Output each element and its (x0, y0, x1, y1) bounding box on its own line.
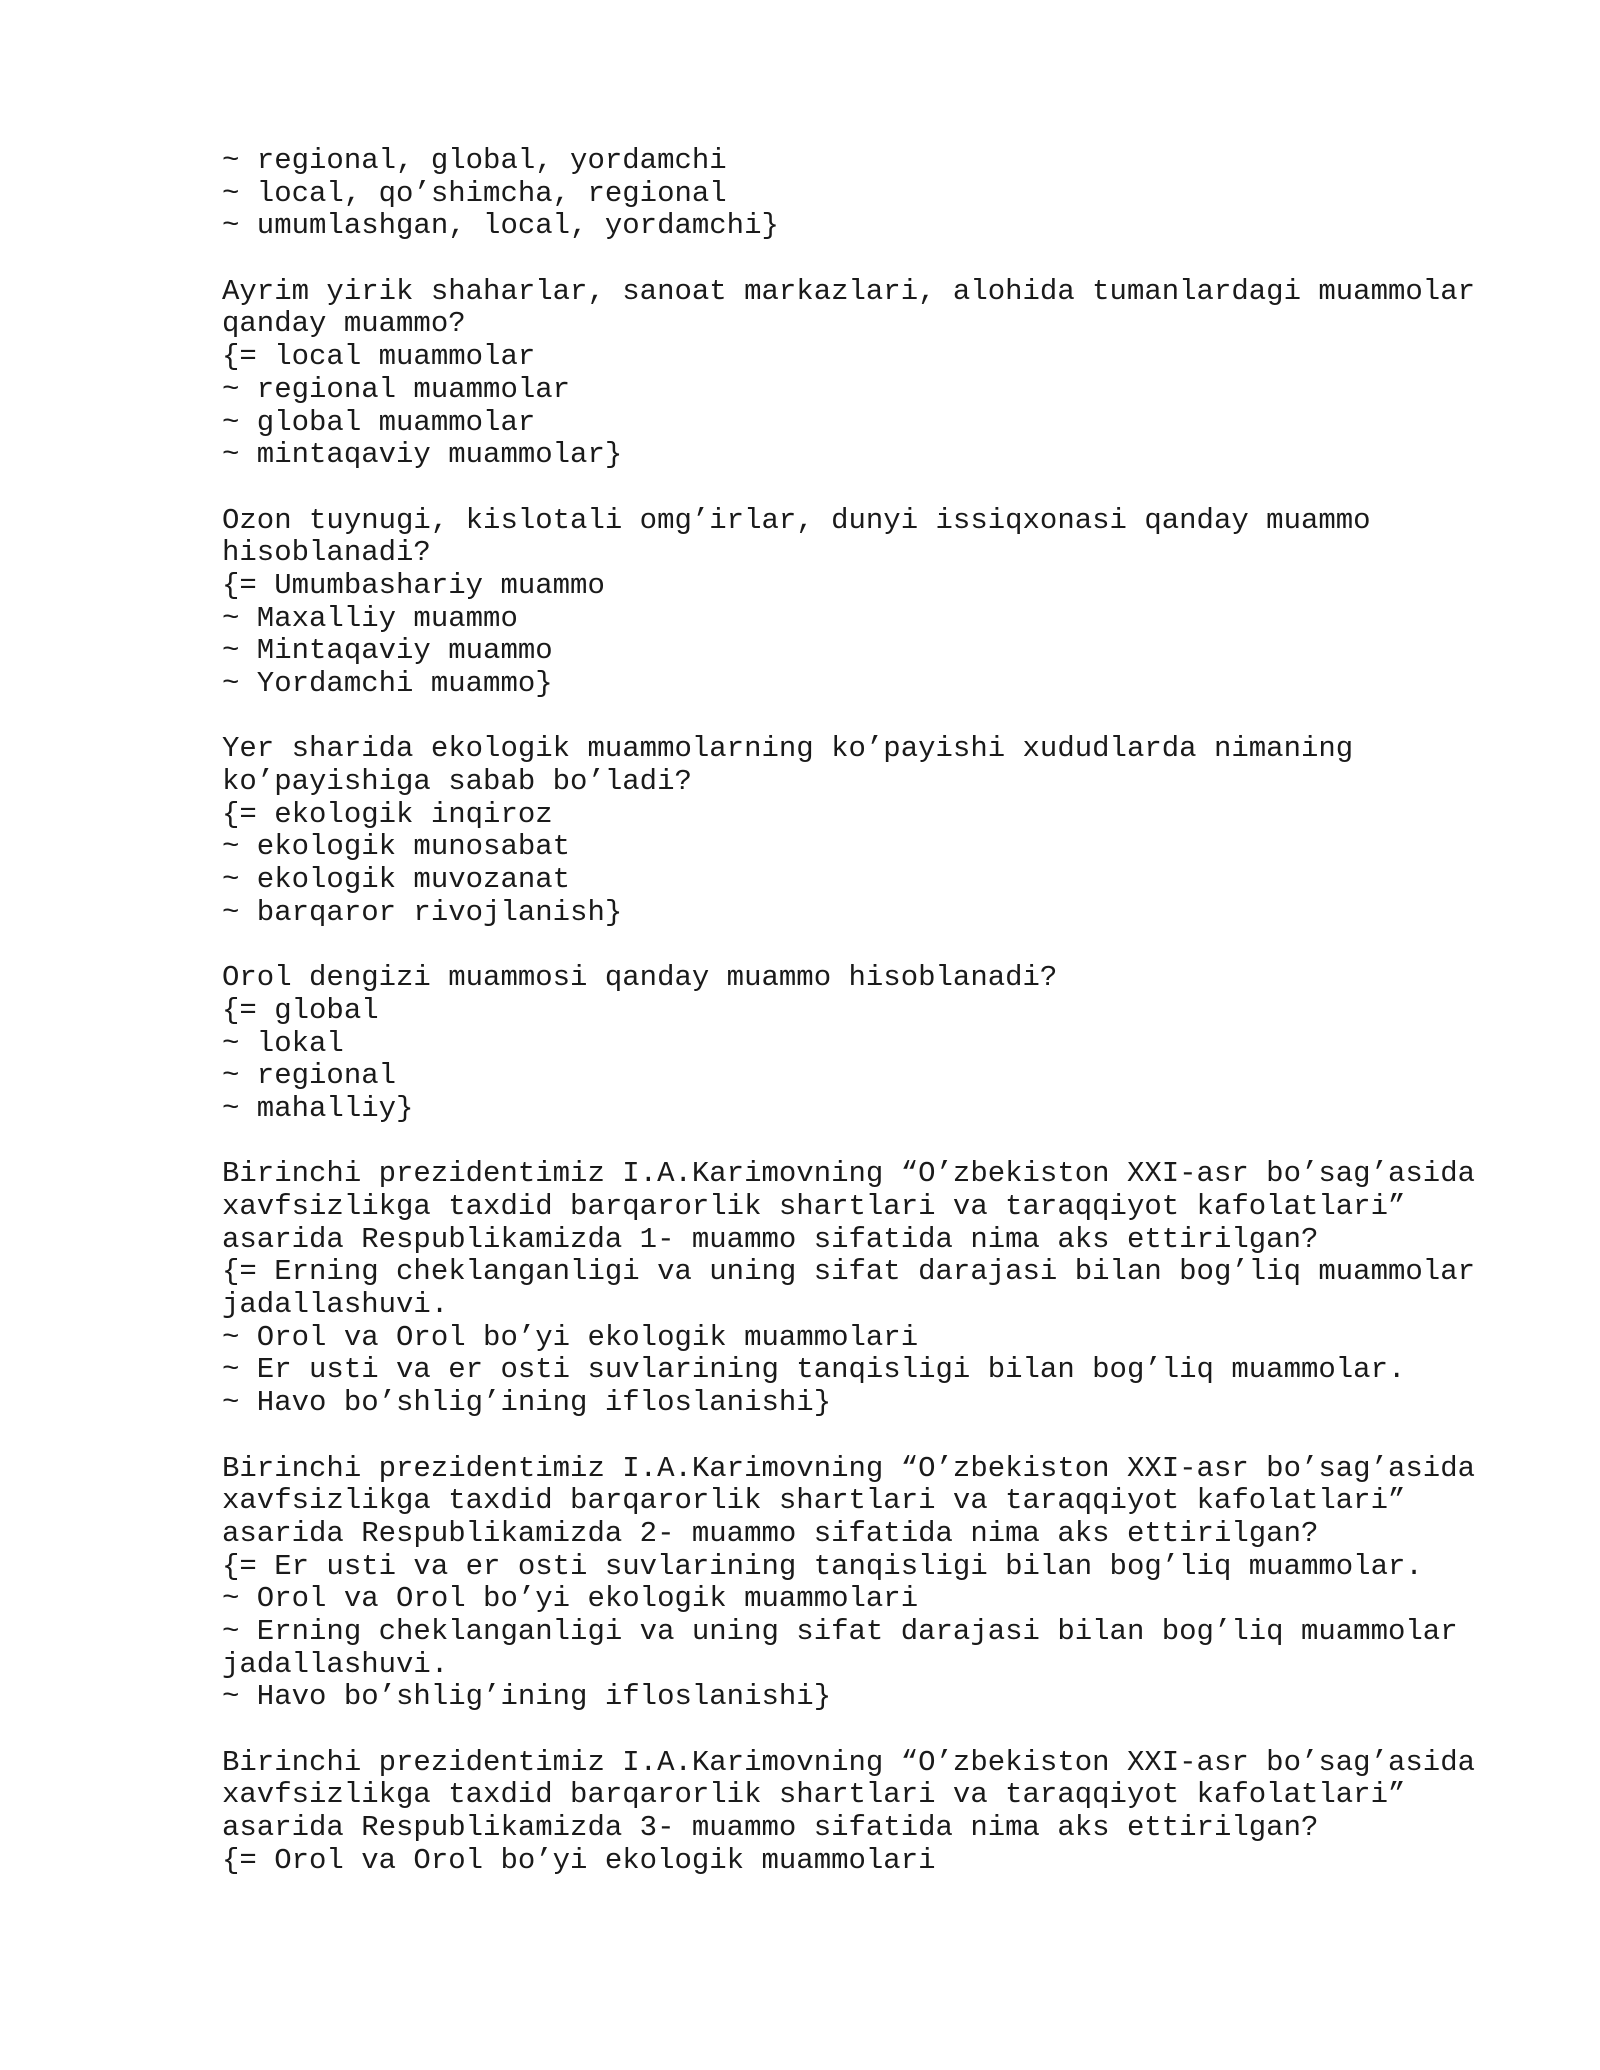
text-line: ~ umumlashgan, local, yordamchi} (222, 209, 779, 243)
text-line: Birinchi prezidentimiz I.A.Karimovning “O’zbekiston XXI-asr bo’sag’asida (222, 1157, 1476, 1191)
text-line: {= global (222, 993, 379, 1027)
text-line: asarida Respublikamizda 3- muammo sifatida nima aks ettirilgan? (222, 1811, 1319, 1845)
text-line: ~ Havo bo’shlig’ining ifloslanishi} (222, 1386, 832, 1420)
question-block (222, 962, 1472, 1125)
text-line: ~ Yordamchi muammo} (222, 667, 553, 700)
question-block (222, 274, 1476, 472)
text-line: {= ekologik inqiroz (222, 797, 553, 831)
text-line: ~ Erning cheklanganligi va uning sifat darajasi bilan bog’liq muammolar (222, 1614, 1458, 1648)
text-line: qanday muammo? (222, 307, 466, 341)
text-line: Birinchi prezidentimiz I.A.Karimovning “O’zbekiston XXI-asr bo’sag’asida (222, 1745, 1476, 1779)
text-line: {= local muammolar (222, 340, 536, 374)
text-line: ~ ekologik munosabat (222, 830, 571, 864)
text-line: ko’payishiga sabab bo’ladi? (222, 765, 692, 799)
text-line: ~ mintaqaviy muammolar} (222, 438, 623, 472)
text-line: ~ Mintaqaviy muammo (222, 634, 553, 668)
text-line: ~ Havo bo’shlig’ining ifloslanishi} (222, 1680, 832, 1714)
text-line: xavfsizlikga taxdid barqarorlik shartlari va taraqqiyot kafolatlari” (222, 1778, 1406, 1812)
question-block (222, 505, 1472, 701)
text-line: Ozon tuynugi, kislotali omg’irlar, dunyi issiqxonasi qanday muammo (222, 503, 1371, 537)
answer-options-continuation (222, 145, 1472, 243)
text-line: ~ local, qo’shimcha, regional (222, 176, 727, 210)
text-line: {= Orol va Orol bo’yi ekologik muammolari (222, 1843, 936, 1877)
text-line: Ayrim yirik shaharlar, sanoat markazlari, alohida tumanlardagi muammolar (222, 274, 1476, 308)
question-block (222, 1745, 1476, 1878)
text-line: xavfsizlikga taxdid barqarorlik shartlari va taraqqiyot kafolatlari” (222, 1190, 1406, 1223)
question-block (222, 733, 1472, 929)
text-line: ~ regional muammolar (222, 372, 571, 406)
text-line: ~ mahalliy} (222, 1091, 414, 1125)
text-line: asarida Respublikamizda 1- muammo sifatida nima aks ettirilgan? (222, 1222, 1319, 1256)
text-line: ~ regional (222, 1059, 397, 1093)
text-line: ~ lokal (222, 1026, 344, 1060)
text-line: ~ ekologik muvozanat (222, 863, 571, 897)
text-line: xavfsizlikga taxdid barqarorlik shartlari va taraqqiyot kafolatlari” (222, 1484, 1406, 1518)
text-line: jadallashuvi. (222, 1647, 449, 1681)
text-line: Birinchi prezidentimiz I.A.Karimovning “O’zbekiston XXI-asr bo’sag’asida (222, 1451, 1476, 1485)
text-line: {= Umumbashariy muammo (222, 568, 605, 602)
text-line: ~ regional, global, yordamchi (222, 144, 727, 177)
text-line: ~ Maxalliy muammo (222, 601, 518, 635)
text-line: hisoblanadi? (222, 536, 431, 570)
document-body (222, 144, 1476, 1910)
text-line: asarida Respublikamizda 2- muammo sifatida nima aks ettirilgan? (222, 1516, 1319, 1550)
text-line: {= Erning cheklanganligi va uning sifat darajasi bilan bog’liq muammolar (222, 1255, 1476, 1289)
text-line: ~ Orol va Orol bo’yi ekologik muammolari (222, 1320, 919, 1354)
text-line: Yer sharida ekologik muammolarning ko’payishi xududlarda nimaning (222, 732, 1354, 766)
question-block (222, 1157, 1476, 1420)
text-line: {= Er usti va er osti suvlarining tanqisligi bilan bog’liq muammolar. (222, 1549, 1423, 1583)
question-block (222, 1451, 1476, 1715)
text-line: Orol dengizi muammosi qanday muammo hisoblanadi? (222, 961, 1058, 995)
text-line: ~ Er usti va er osti suvlarining tanqisligi bilan bog’liq muammolar. (222, 1353, 1406, 1387)
text-line: ~ global muammolar (222, 405, 536, 439)
text-line: ~ barqaror rivojlanish} (222, 895, 623, 929)
text-line: jadallashuvi. (222, 1288, 449, 1322)
text-line: ~ Orol va Orol bo’yi ekologik muammolari (222, 1582, 919, 1616)
